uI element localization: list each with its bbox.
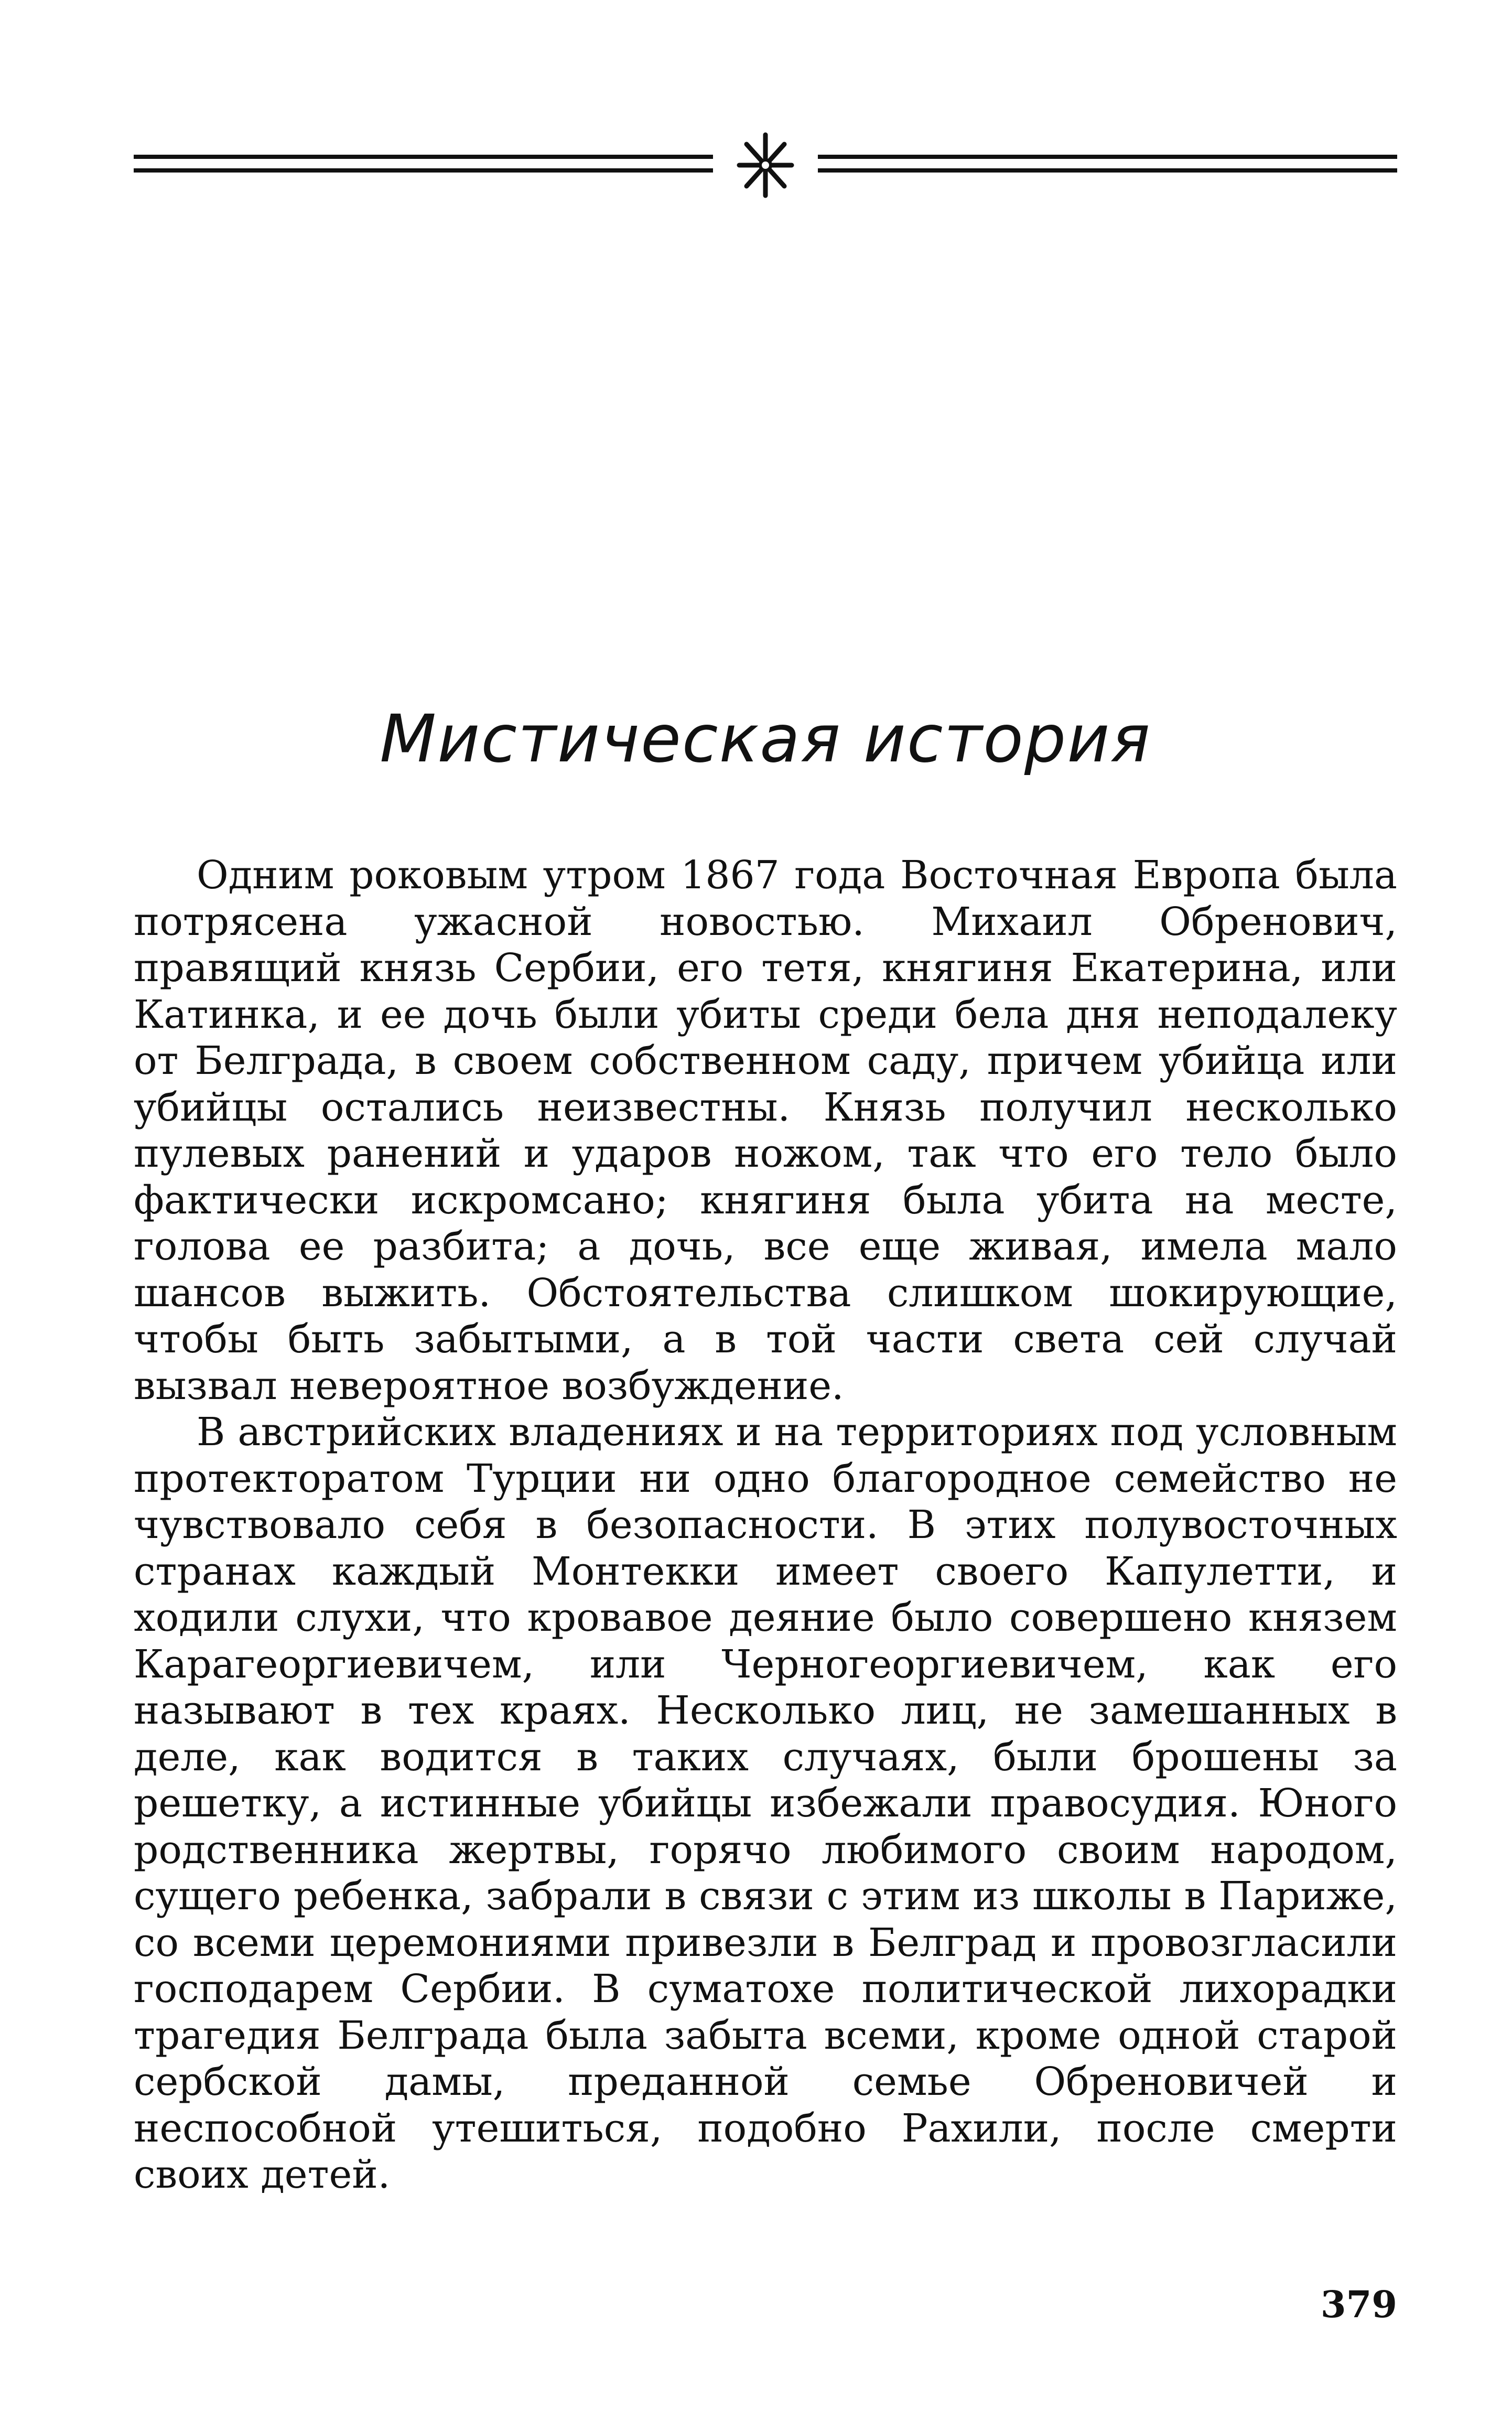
double-rule-right	[818, 155, 1397, 173]
asterisk-flower-icon	[723, 128, 807, 202]
chapter-title: Мистическая история	[380, 701, 1151, 777]
double-rule-left	[134, 155, 713, 173]
header-ornament	[134, 128, 1397, 202]
page-number: 379	[1320, 2283, 1397, 2326]
paragraph-1: Одним роковым утром 1867 года Восточная Европа была потрясена ужасной новостью. Михаил Обренович, правящий князь Сербии, его тетя, княгиня Екатерина, или Катинка, и ее дочь были убиты среди бела дня неподалеку от Белграда, в своем собственном саду, причем убийца или убийцы остались неизвестны. Князь получил несколько пулевых ранений и ударов ножом, так что его тело было фактически искромсано; княгиня была убита на месте, голова ее разбита; а дочь, все еще живая, имела мало шансов выжить. Обстоятельства слишком шокирующие, чтобы быть забытыми, а в той части света сей случай вызвал невероятное возбуждение.	[134, 853, 1397, 1408]
paragraph-2: В австрийских владениях и на территориях под условным протекторатом Турции ни одно благородное семейство не чувствовало себя в безопасности. В этих полувосточных странах каждый Монтекки имеет своего Капулетти, и ходили слухи, что кровавое деяние было совершено князем Карагеоргиевичем, или Черногеоргиевичем, как его называют в тех краях. Несколько лиц, не замешанных в деле, как водится в таких случаях, были брошены за решетку, а истинные убийцы избежали правосудия. Юного родственника жертвы, горячо любимого своим народом, сущего ребенка, забрали в связи с этим из школы в Париже, со всеми церемониями привезли в Белград и провозгласили господарем Сербии. В суматохе политической лихорадки трагедия Белграда была забыта всеми, кроме одной старой сербской дамы, преданной семье Обреновичей и неспособной утешиться, подобно Рахили, после смерти своих детей.	[134, 1410, 1397, 2197]
body-text	[134, 852, 1397, 2198]
